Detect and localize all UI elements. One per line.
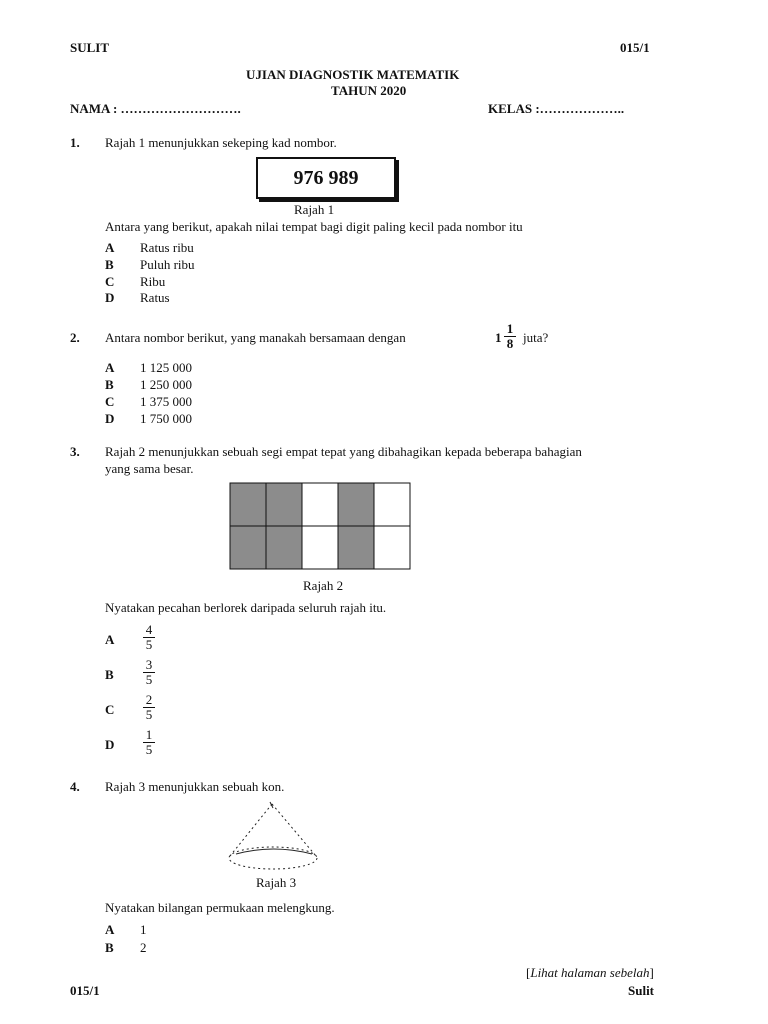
q2-text: Antara nombor berikut, yang manakah bersamaan dengan bbox=[105, 330, 406, 345]
q1-option-a-letter[interactable]: A bbox=[105, 240, 115, 255]
q3-option-a-denominator: 5 bbox=[145, 637, 153, 652]
q4-text: Rajah 3 menunjukkan sebuah kon. bbox=[105, 779, 285, 794]
q3-option-b-denominator: 5 bbox=[145, 672, 153, 687]
q2-fraction-numerator: 1 bbox=[504, 322, 516, 337]
q3-option-c-fraction[interactable] bbox=[143, 693, 155, 722]
q4-option-a-text[interactable]: 1 bbox=[140, 922, 147, 937]
q2-option-b-text[interactable]: 1 250 000 bbox=[140, 377, 192, 392]
q2-option-a-text[interactable]: 1 125 000 bbox=[140, 360, 192, 375]
q3-option-c-denominator: 5 bbox=[145, 707, 153, 722]
q4-question: Nyatakan bilangan permukaan melengkung. bbox=[105, 900, 335, 915]
q2-mixed-fraction bbox=[504, 322, 516, 351]
grid-cell-r1-c1-shaded bbox=[230, 483, 266, 526]
q2-suffix: juta? bbox=[523, 330, 549, 345]
q1-text: Rajah 1 menunjukkan sekeping kad nombor. bbox=[105, 135, 337, 150]
q3-option-a-letter[interactable]: A bbox=[105, 632, 115, 647]
footer-next-page-text: Lihat halaman sebelah bbox=[530, 965, 650, 980]
q2-option-a-letter[interactable]: A bbox=[105, 360, 115, 375]
q4-number: 4. bbox=[70, 779, 80, 794]
rectangle-grid bbox=[229, 482, 411, 570]
page-title: UJIAN DIAGNOSTIK MATEMATIK bbox=[246, 67, 460, 82]
q3-option-d-letter[interactable]: D bbox=[105, 737, 115, 752]
q1-option-c-letter[interactable]: C bbox=[105, 274, 115, 289]
q3-option-d-numerator: 1 bbox=[143, 728, 155, 743]
q1-option-d-text[interactable]: Ratus bbox=[140, 290, 170, 305]
footer-code: 015/1 bbox=[70, 983, 100, 998]
q3-text-line2: yang sama besar. bbox=[105, 461, 194, 476]
q1-option-a-text[interactable]: Ratus ribu bbox=[140, 240, 194, 255]
q4-option-b-letter[interactable]: B bbox=[105, 940, 114, 955]
q2-option-d-text[interactable]: 1 750 000 bbox=[140, 411, 192, 426]
q1-option-b-letter[interactable]: B bbox=[105, 257, 114, 272]
grid-cell-r2-c4-shaded bbox=[338, 526, 374, 569]
q4-caption: Rajah 3 bbox=[256, 875, 297, 890]
grid-cell-r2-c1-shaded bbox=[230, 526, 266, 569]
q2-option-c-letter[interactable]: C bbox=[105, 394, 115, 409]
grid-cell-r1-c2-shaded bbox=[266, 483, 302, 526]
q2-mixed-whole: 1 bbox=[495, 330, 502, 345]
q3-question: Nyatakan pecahan berlorek daripada seluruh rajah itu. bbox=[105, 600, 387, 615]
q3-option-b-letter[interactable]: B bbox=[105, 667, 114, 682]
cone-icon bbox=[229, 802, 317, 869]
q4-option-a-letter[interactable]: A bbox=[105, 922, 115, 937]
q1-option-d-letter[interactable]: D bbox=[105, 290, 115, 305]
q4-option-b-text[interactable]: 2 bbox=[140, 940, 147, 955]
q3-caption: Rajah 2 bbox=[303, 578, 344, 593]
q1-option-c-text[interactable]: Ribu bbox=[140, 274, 166, 289]
q2-number: 2. bbox=[70, 330, 80, 345]
grid-cell-r2-c3 bbox=[302, 526, 338, 569]
page-year: TAHUN 2020 bbox=[331, 83, 407, 98]
q1-option-b-text[interactable]: Puluh ribu bbox=[140, 257, 195, 272]
q3-option-d-fraction[interactable] bbox=[143, 728, 155, 757]
q2-option-b-letter[interactable]: B bbox=[105, 377, 114, 392]
number-card: 976 989 bbox=[256, 157, 396, 199]
footer-next-page: [Lihat halaman sebelah] bbox=[526, 965, 654, 980]
class-field: KELAS :……………….. bbox=[488, 101, 625, 116]
q1-question: Antara yang berikut, apakah nilai tempat bagi digit paling kecil pada nombor itu bbox=[105, 219, 523, 234]
q3-option-c-letter[interactable]: C bbox=[105, 702, 115, 717]
grid-cell-r2-c2-shaded bbox=[266, 526, 302, 569]
q3-option-a-numerator: 4 bbox=[143, 623, 155, 638]
grid-cell-r2-c5 bbox=[374, 526, 410, 569]
q3-option-c-numerator: 2 bbox=[143, 693, 155, 708]
q2-option-d-letter[interactable]: D bbox=[105, 411, 115, 426]
q3-text-line1: Rajah 2 menunjukkan sebuah segi empat tepat yang dibahagikan kepada beberapa bahagian bbox=[105, 444, 582, 459]
name-field: NAMA : ………………………. bbox=[70, 101, 241, 116]
header-code: 015/1 bbox=[620, 40, 650, 55]
q3-number: 3. bbox=[70, 444, 80, 459]
q3-option-b-numerator: 3 bbox=[143, 658, 155, 673]
q2-fraction-denominator: 8 bbox=[506, 336, 514, 351]
q2-option-c-text[interactable]: 1 375 000 bbox=[140, 394, 192, 409]
q3-option-a-fraction[interactable] bbox=[143, 623, 155, 652]
cone-diagram bbox=[226, 798, 320, 872]
grid-cell-r1-c3 bbox=[302, 483, 338, 526]
q3-option-b-fraction[interactable] bbox=[143, 658, 155, 687]
grid-cell-r1-c5 bbox=[374, 483, 410, 526]
header-sulit: SULIT bbox=[70, 40, 110, 55]
footer-sulit: Sulit bbox=[628, 983, 655, 998]
grid-cell-r1-c4-shaded bbox=[338, 483, 374, 526]
q3-option-d-denominator: 5 bbox=[145, 742, 153, 757]
q1-number: 1. bbox=[70, 135, 80, 150]
q1-caption: Rajah 1 bbox=[294, 202, 335, 217]
